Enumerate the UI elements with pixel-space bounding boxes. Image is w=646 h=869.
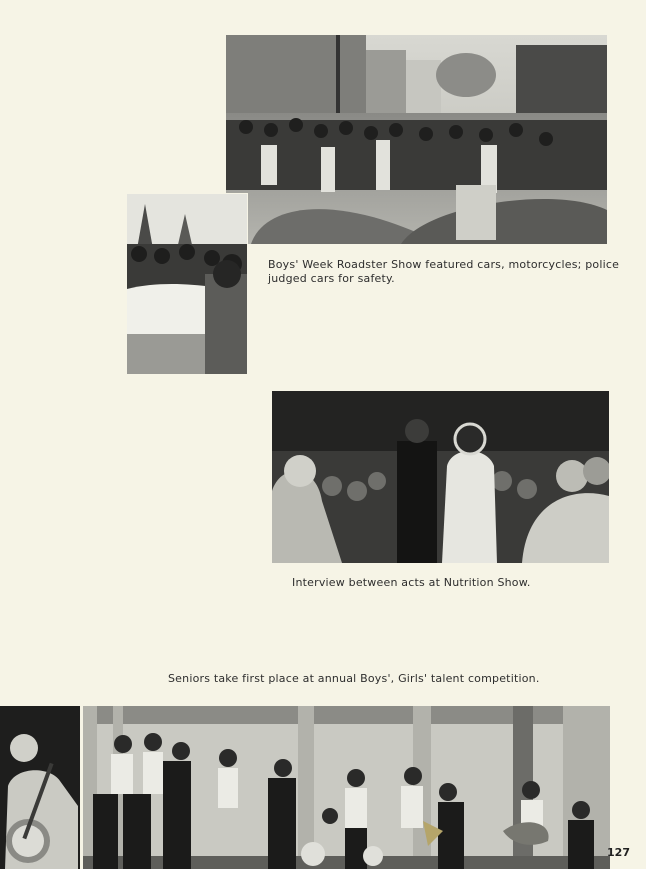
talent-stage-photo (83, 706, 610, 869)
nutrition-caption: Interview between acts at Nutrition Show. (292, 576, 531, 589)
roadster-show-photo (226, 35, 607, 244)
talent-banjo-photo (0, 706, 80, 869)
page-number: 127 (607, 846, 630, 859)
nutrition-show-photo (272, 391, 609, 563)
talent-caption: Seniors take first place at annual Boys', Girls' talent competition. (168, 672, 540, 685)
roadster-inset-photo (126, 193, 248, 375)
roadster-caption: Boys' Week Roadster Show featured cars, motorcycles; police judged cars for safety. (268, 258, 620, 285)
